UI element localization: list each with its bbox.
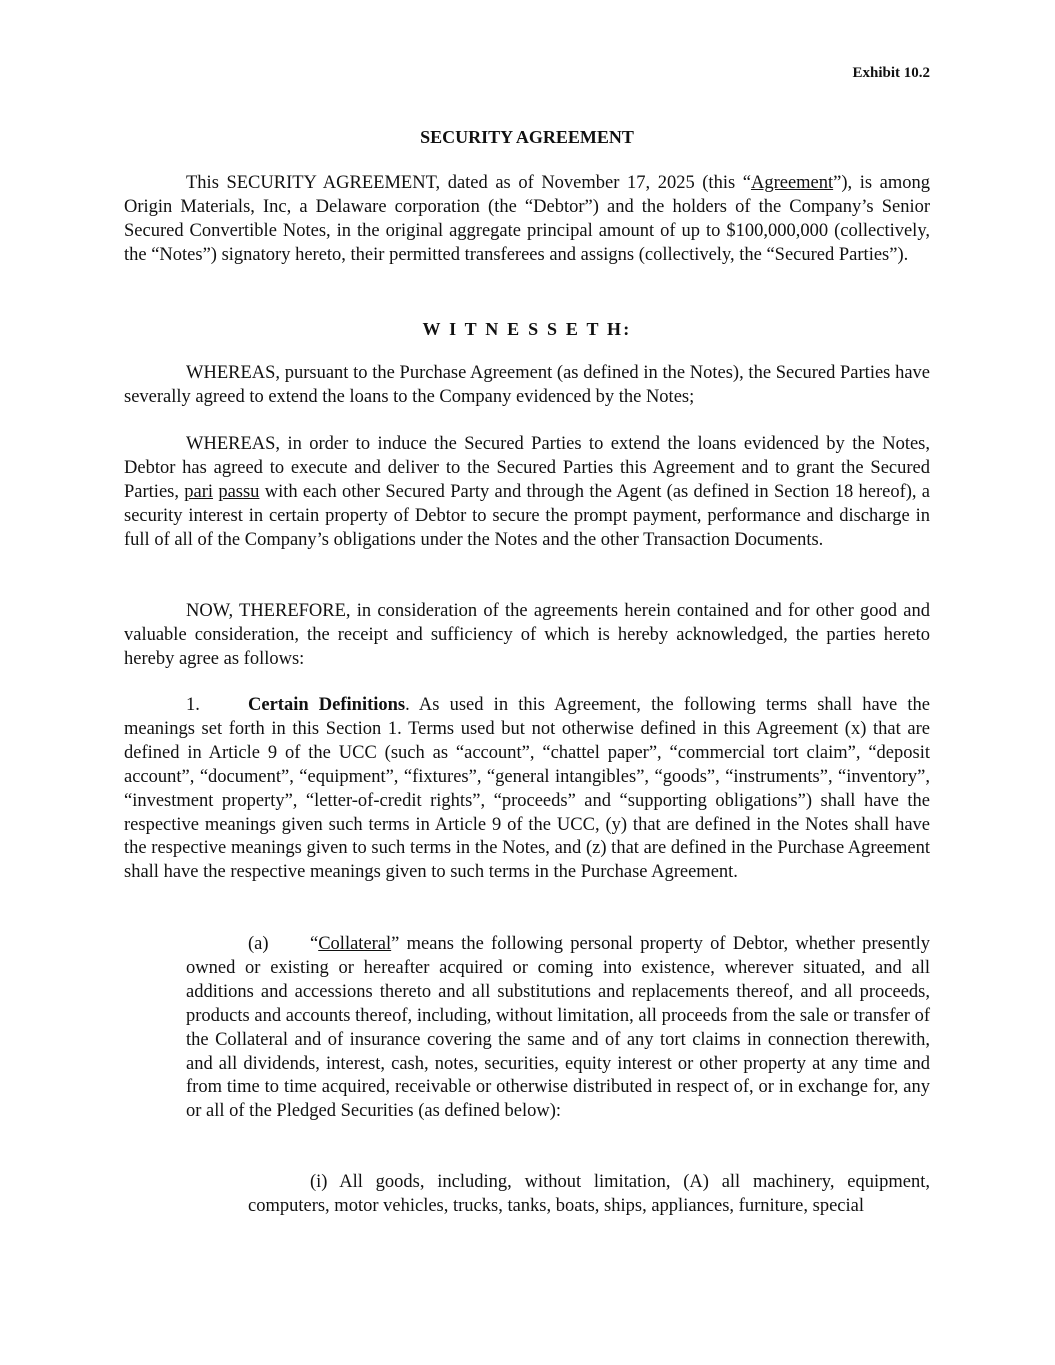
intro-text-2: ”), is among Origin Materials, Inc, a Delaware corporation (the “Debtor”) and the holders of the Company’s Senior Secured Convertible Notes, in the original aggregate principal amount of up to $100,000,000 (collectively, the “Notes”) signatory hereto, their permitted transferees and assigns (collectively, the “Secured Parties”). (124, 173, 931, 265)
exhibit-number: Exhibit 10.2 (852, 65, 930, 81)
section-1-heading: Certain Definitions (248, 695, 406, 715)
agreement-defined-term: Agreement (750, 173, 834, 193)
intro-text-1: This SECURITY AGREEMENT, dated as of November 17, 2025 (this “ (186, 173, 751, 193)
section-1-body: . As used in this Agreement, the following terms shall have the meanings set forth in this Section 1. Terms used but not otherwise defined in this Agreement (x) that are defined in Article 9 of the UCC (such as “account”, “chattel paper”, “commercial tort claim”, “deposit account”, “document”, “equipment”, “fixtures”, “general intangibles”, “goods”, “instruments”, “inventory”, “investment property”, “letter-of-credit rights”, “proceeds” and “supporting obligations”) shall have the respective meanings given such terms in Article 9 of the UCC, (y) that are defined in the Notes shall have the respective meanings given to such terms in the Notes, and (z) that are defined in the Purchase Agreement shall have the respective meanings given to such terms in the Purchase Agreement. (124, 695, 930, 883)
passu-term: passu (218, 481, 260, 502)
whereas-paragraph-1: WHEREAS, pursuant to the Purchase Agreement (as defined in the Notes), the Secured Parties have severally agreed to extend the loans to the Company evidenced by the Notes; (124, 363, 930, 407)
whereas2-text-1: WHEREAS, in order to induce the Secured Parties to extend the loans evidenced by the Notes, Debtor has agreed to execute and deliver to the Secured Parties this Agreement and to grant the Secured Parties, (124, 434, 930, 502)
clause-a-body: ” means the following personal property of Debtor, whether presently owned or existing or hereafter acquired or coming into existence, wherever situated, and all additions and accessions thereto and all substitutions and replacements thereof, and all proceeds, products and accounts thereof, including, without limitation, all proceeds from the sale or transfer of the Collateral and of insurance covering the same and of any tort claims in connection therewith, and all dividends, interest, cash, notes, securities, equity interest or other property at any time and from time to time acquired, receivable or otherwise distributed in respect of, or in exchange for, any or all of the Pledged Securities (as defined below): (186, 934, 930, 1122)
witnesseth-heading: W I T N E S S E T H: (422, 319, 632, 339)
section-1-paragraph (124, 694, 930, 885)
clause-a-quote-open: “ (310, 934, 319, 954)
whereas-paragraph-2 (124, 433, 930, 553)
pari-term: pari (184, 481, 214, 502)
collateral-defined-term: Collateral (318, 934, 392, 954)
clause-a-label: (a) (248, 934, 269, 954)
clause-i-paragraph: (i) All goods, including, without limitation, (A) all machinery, equipment, computers, motor vehicles, trucks, tanks, boats, ships, appliances, furniture, special (248, 1172, 930, 1216)
clause-a-paragraph (186, 933, 930, 1124)
intro-paragraph (124, 172, 930, 268)
document-title: SECURITY AGREEMENT (420, 127, 634, 147)
whereas2-text-2: with each other Secured Party and through the Agent (as defined in Section 18 hereof), a security interest in certain property of Debtor to secure the prompt payment, performance and discharge in full of all of the Company’s obligations under the Notes and the other Transaction Documents. (124, 481, 931, 550)
now-therefore-paragraph: NOW, THEREFORE, in consideration of the agreements herein contained and for other good and valuable consideration, the receipt and sufficiency of which is hereby acknowledged, the parties hereto hereby agree as follows: (124, 601, 930, 669)
section-1-number: 1. (186, 695, 200, 715)
